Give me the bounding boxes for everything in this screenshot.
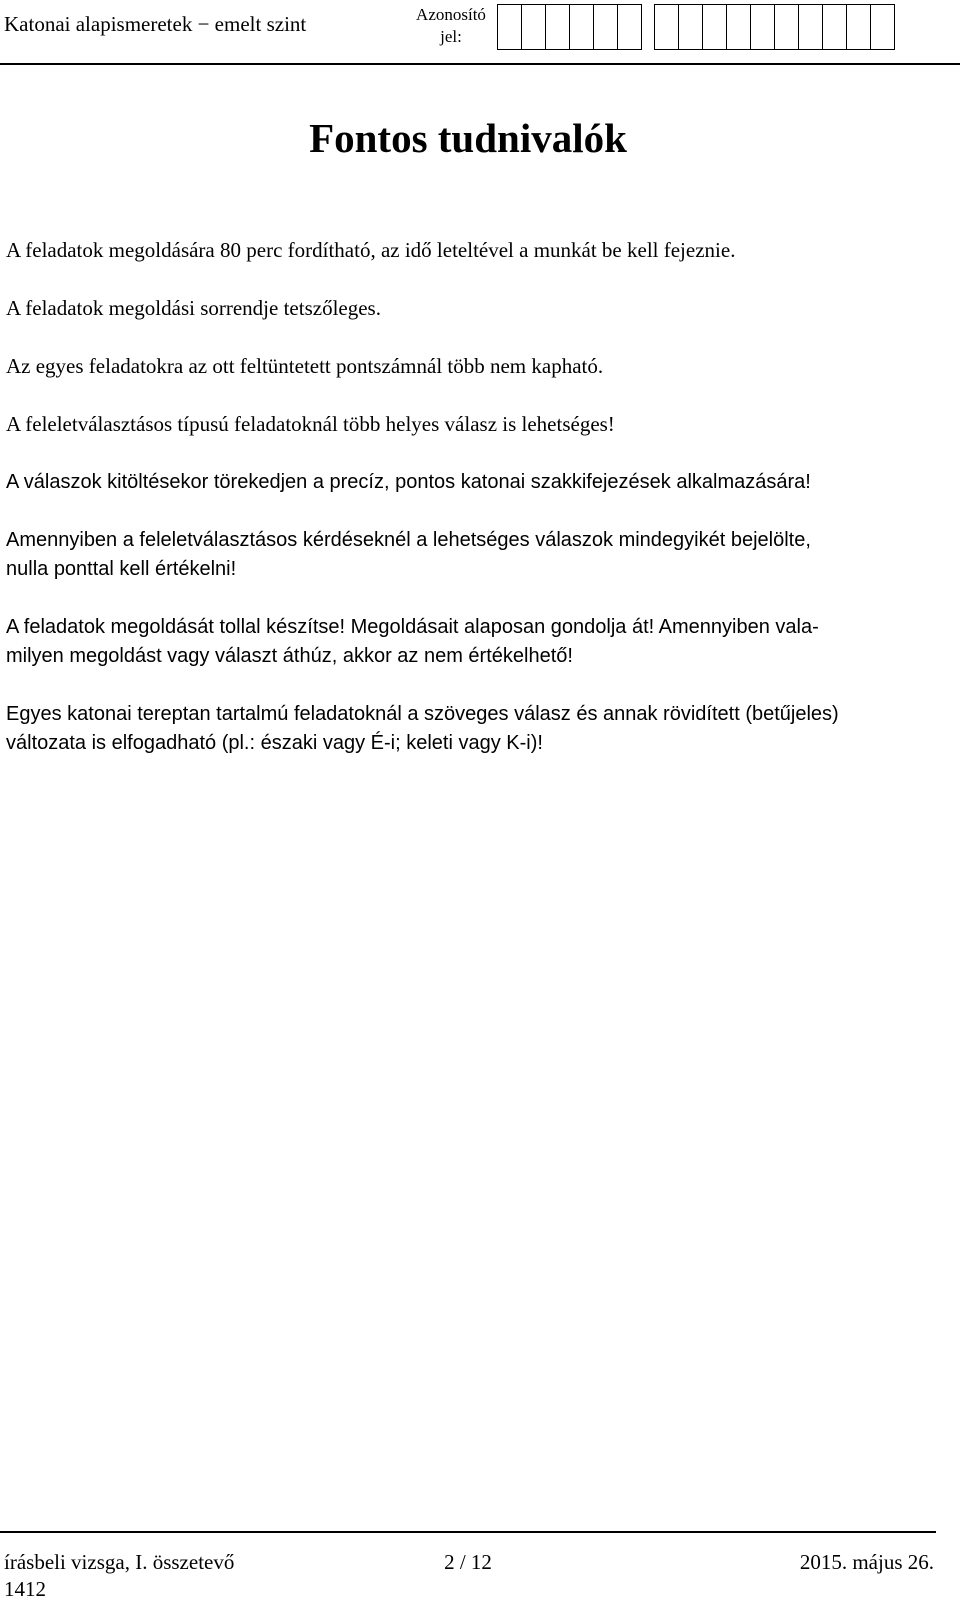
identifier-box[interactable] xyxy=(846,4,871,50)
identifier-box[interactable] xyxy=(702,4,727,50)
instructions-list xyxy=(6,236,936,787)
instruction-paragraph xyxy=(6,700,936,758)
instruction-line: milyen megoldást vagy választ áthúz, akkor az nem értékelhető! xyxy=(6,645,573,667)
identifier-box[interactable] xyxy=(497,4,522,50)
instruction-line: A feleletválasztásos típusú feladatoknál több helyes válasz is lehetséges! xyxy=(6,412,615,436)
identifier-boxes xyxy=(497,4,895,50)
instruction-paragraph xyxy=(6,468,936,497)
instruction-line: A feladatok megoldási sorrendje tetszőleges. xyxy=(6,296,381,320)
instruction-paragraph xyxy=(6,352,936,381)
page-number: 2 / 12 xyxy=(444,1550,492,1574)
page-header xyxy=(0,0,960,64)
footer-divider xyxy=(0,1531,936,1533)
identifier-box[interactable] xyxy=(726,4,751,50)
instruction-line: változata is elfogadható (pl.: északi vagy É-i; keleti vagy K-i)! xyxy=(6,732,543,754)
instruction-paragraph xyxy=(6,526,936,584)
identifier-box[interactable] xyxy=(750,4,775,50)
instruction-line: A feladatok megoldását tollal készítse! Megoldásait alaposan gondolja át! Amennyiben vala- xyxy=(6,616,819,638)
instruction-line: Az egyes feladatokra az ott feltüntetett pontszámnál több nem kapható. xyxy=(6,354,604,378)
identifier-label-line2: jel: xyxy=(440,27,462,46)
instruction-paragraph xyxy=(6,294,936,323)
identifier-box[interactable] xyxy=(774,4,799,50)
instruction-line: nulla ponttal kell értékelni! xyxy=(6,558,237,580)
instruction-line: Egyes katonai tereptan tartalmú feladatoknál a szöveges válasz és annak rövidített (betűjeles) xyxy=(6,703,839,725)
identifier-box[interactable] xyxy=(617,4,642,50)
exam-subject-title: Katonai alapismeretek − emelt szint xyxy=(4,12,307,36)
exam-part-label: írásbeli vizsga, I. összetevő xyxy=(4,1550,235,1574)
identifier-box[interactable] xyxy=(521,4,546,50)
instruction-paragraph xyxy=(6,613,936,671)
instruction-line: A feladatok megoldására 80 perc fordítható, az idő leteltével a munkát be kell fejeznie. xyxy=(6,238,736,262)
instruction-paragraph xyxy=(6,410,936,439)
instruction-paragraph xyxy=(6,236,936,265)
identifier-box[interactable] xyxy=(545,4,570,50)
identifier-box[interactable] xyxy=(678,4,703,50)
identifier-box[interactable] xyxy=(822,4,847,50)
instruction-line: Amennyiben a feleletválasztásos kérdéseknél a lehetséges válaszok mindegyikét bejelölte, xyxy=(6,529,811,551)
identifier-box[interactable] xyxy=(870,4,895,50)
identifier-box[interactable] xyxy=(654,4,679,50)
identifier-box[interactable] xyxy=(569,4,594,50)
exam-date: 2015. május 26. xyxy=(799,1550,934,1574)
instruction-line: A válaszok kitöltésekor törekedjen a precíz, pontos katonai szakkifejezések alkalmazására! xyxy=(6,471,811,493)
identifier-label-line1: Azonosító xyxy=(416,5,486,24)
header-divider xyxy=(0,63,960,65)
identifier-box[interactable] xyxy=(798,4,823,50)
identifier-label xyxy=(412,4,490,48)
identifier-box[interactable] xyxy=(593,4,618,50)
exam-code: 1412 xyxy=(4,1577,46,1601)
page-title: Fontos tudnivalók xyxy=(309,115,627,161)
